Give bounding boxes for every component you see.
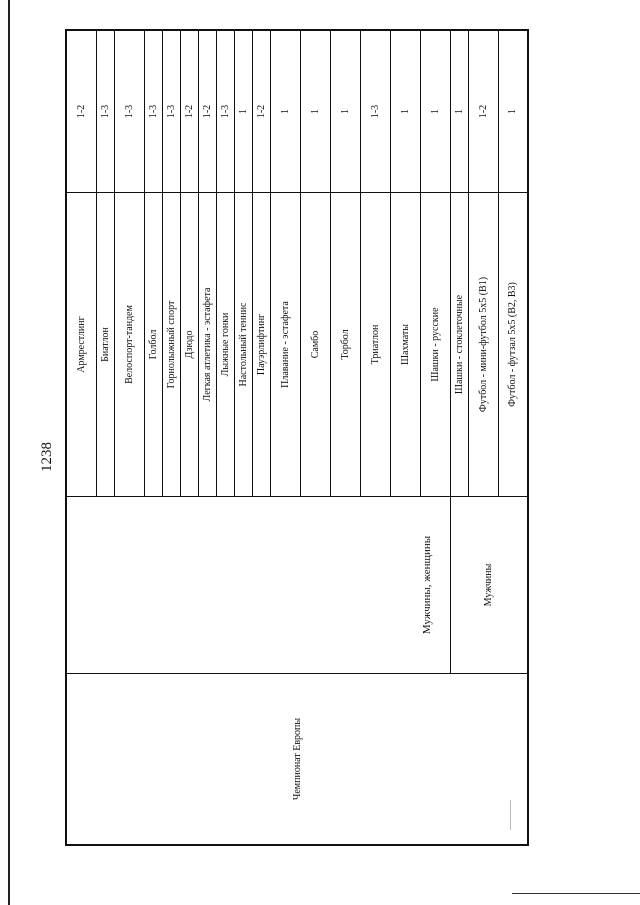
sport-cell: Шашки - русские	[420, 193, 450, 497]
group-cell-men-women: Мужчины, женщины	[66, 497, 450, 674]
places-cell: 1-2	[66, 30, 96, 193]
sport-cell: Торбол	[330, 193, 360, 497]
sport-cell: Шашки - стоклеточные	[450, 193, 468, 497]
competition-cell: Чемпионат Европы	[66, 674, 528, 846]
places-cell: 1-3	[216, 30, 234, 193]
group-cell-men: Мужчины	[450, 497, 528, 674]
page-number: 1238	[39, 442, 55, 472]
sport-cell: Велоспорт-тандем	[114, 193, 144, 497]
sport-cell: Футбол - мини-футбол 5x5 (B1)	[468, 193, 498, 497]
places-cell: 1-3	[114, 30, 144, 193]
places-cell: 1	[300, 30, 330, 193]
places-cell: 1	[498, 30, 528, 193]
sport-cell: Биатлон	[96, 193, 114, 497]
places-cell: 1-3	[96, 30, 114, 193]
scan-bottom-edge	[512, 893, 640, 894]
places-cell: 1-2	[252, 30, 270, 193]
places-cell: 1-2	[468, 30, 498, 193]
places-cell: 1	[390, 30, 420, 193]
sport-cell: Лыжные гонки	[216, 193, 234, 497]
sport-cell: Легкая атлетика - эстафета	[198, 193, 216, 497]
sport-cell: Самбо	[300, 193, 330, 497]
sport-cell: Триатлон	[360, 193, 390, 497]
sport-cell: Плавание - эстафета	[270, 193, 300, 497]
sport-table	[65, 29, 529, 846]
places-cell: 1	[234, 30, 252, 193]
places-cell: 1-2	[198, 30, 216, 193]
places-cell: 1	[270, 30, 300, 193]
sport-cell: Горнолыжный спорт	[162, 193, 180, 497]
sport-cell: Армрестлинг	[66, 193, 96, 497]
table-row	[66, 30, 96, 845]
places-cell: 1	[420, 30, 450, 193]
scan-left-edge	[8, 0, 10, 905]
sport-cell: Настольный теннис	[234, 193, 252, 497]
places-cell: 1-3	[360, 30, 390, 193]
sport-cell: Футбол - футзал 5x5 (B2, B3)	[498, 193, 528, 497]
rotated-page	[39, 68, 519, 846]
sport-cell: Шахматы	[390, 193, 420, 497]
places-cell: 1-3	[162, 30, 180, 193]
places-cell: 1	[450, 30, 468, 193]
places-cell: 1	[330, 30, 360, 193]
sport-cell: Голбол	[144, 193, 162, 497]
places-cell: 1-2	[180, 30, 198, 193]
sport-cell: Пауэрлифтинг	[252, 193, 270, 497]
places-cell: 1-3	[144, 30, 162, 193]
sport-cell: Дзюдо	[180, 193, 198, 497]
